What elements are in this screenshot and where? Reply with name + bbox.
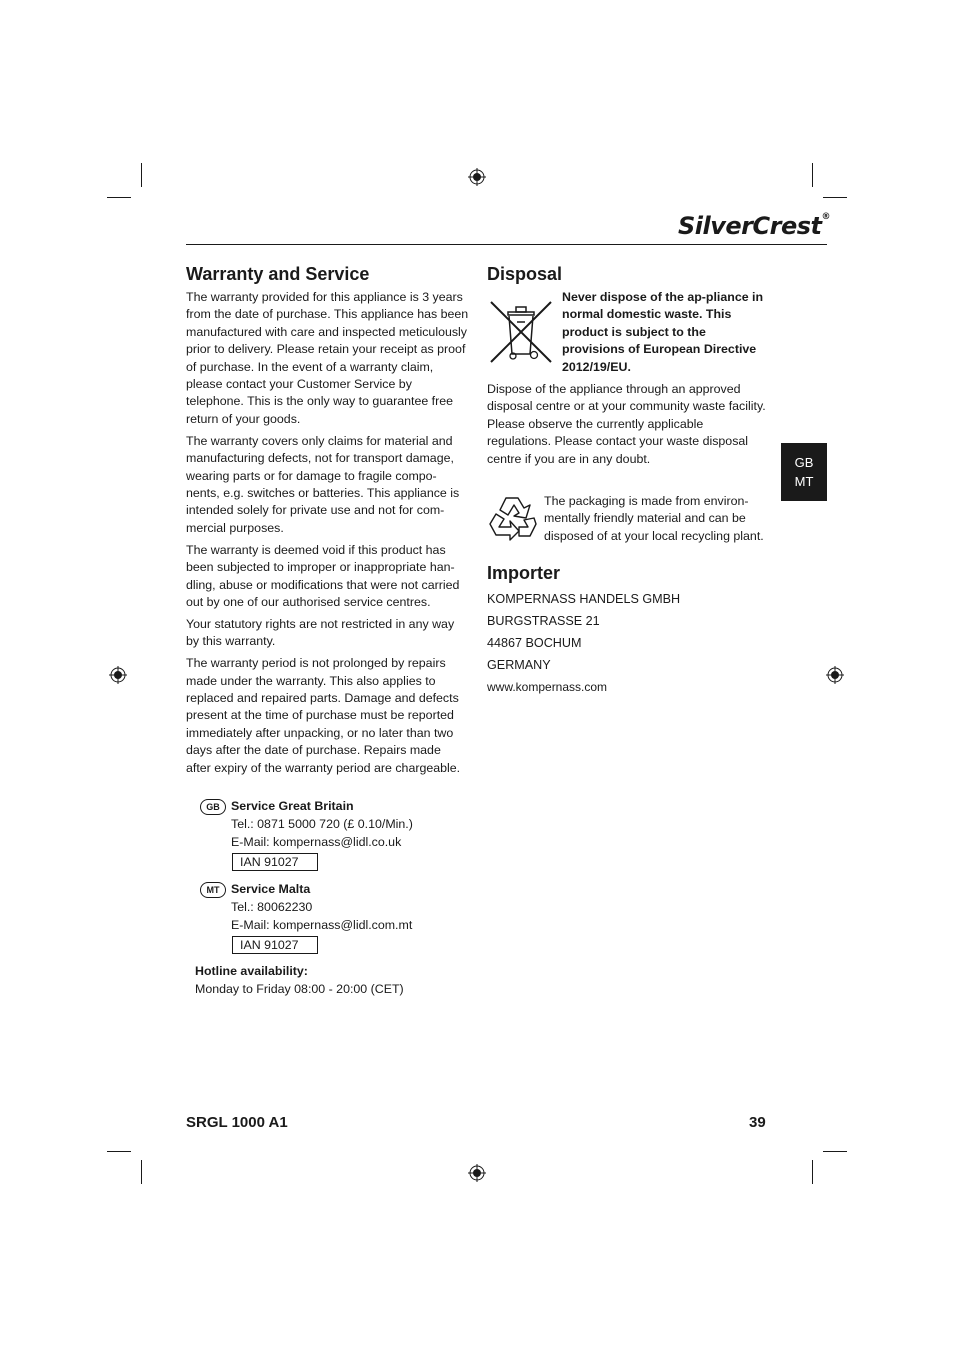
language-tab-mt: MT	[794, 474, 814, 489]
warranty-paragraph: The warranty period is not prolonged by repairs made under the warranty. This also applies to replaced and repaired parts. Damage and defects present at the time of purchase must be reported immediately after unpacking, or no later than two days after the date of purchase. Repairs made after expiry of the warranty period are chargeable.	[186, 656, 461, 775]
service-gb	[231, 797, 471, 851]
service-mt	[231, 880, 471, 934]
gb-badge: GB	[200, 799, 226, 815]
header-rule	[186, 244, 827, 245]
service-gb-tel: Tel.: 0871 5000 720 (£ 0.10/Min.)	[231, 817, 413, 831]
hotline-hours: Monday to Friday 08:00 - 20:00 (CET)	[195, 982, 404, 996]
registration-mark-icon	[468, 168, 486, 186]
crossed-out-bin-icon	[487, 298, 555, 366]
packaging-text: The packaging is made from environ-mentally friendly material and can be disposed of at your local recycling plant.	[544, 494, 764, 543]
disposal-warning: Never dispose of the ap-pliance in normal domestic waste. This product is subject to the provisions of European Directive 2012/19/EU.	[562, 290, 764, 374]
mt-badge: MT	[200, 882, 226, 898]
importer-line: KOMPERNASS HANDELS GMBH	[487, 592, 681, 606]
footer-model: SRGL 1000 A1	[186, 1114, 288, 1131]
service-gb-title: Service Great Britain	[231, 799, 354, 813]
crop-mark	[107, 1151, 131, 1152]
service-mt-tel: Tel.: 80062230	[231, 900, 313, 914]
registration-mark-icon	[109, 666, 127, 684]
recycle-icon	[486, 494, 540, 546]
disposal-heading: Disposal	[487, 264, 563, 284]
crop-mark	[141, 163, 142, 187]
warranty-paragraph: The warranty provided for this appliance is 3 years from the date of purchase. This appliance has been manufactured with care and inspected meticulously prior to delivery. Please retain your receipt as proof of purchase. In the event of a warranty claim, please contact your Customer Service by telephone. This is the only way to guarantee free return of your goods.	[186, 290, 469, 426]
registration-mark-icon	[468, 1164, 486, 1182]
language-tab-gb: GB	[794, 455, 814, 470]
crop-mark	[141, 1160, 142, 1184]
warranty-paragraph: Your statutory rights are not restricted in any way by this warranty.	[186, 616, 455, 649]
importer-line: BURGSTRASSE 21	[487, 614, 600, 628]
service-gb-email: E-Mail: kompernass@lidl.co.uk	[231, 835, 402, 849]
hotline	[195, 962, 465, 998]
ian-box: IAN 91027	[232, 936, 318, 954]
brand-logo: SilverCrest®	[678, 212, 830, 240]
warranty-heading: Warranty and Service	[186, 264, 370, 284]
warranty-body	[186, 289, 469, 781]
crop-mark	[812, 1160, 813, 1184]
importer-line: 44867 BOCHUM	[487, 636, 582, 650]
importer-heading: Importer	[487, 563, 561, 583]
service-mt-email: E-Mail: kompernass@lidl.com.mt	[231, 918, 413, 932]
importer-line: GERMANY	[487, 658, 551, 672]
service-mt-title: Service Malta	[231, 882, 311, 896]
crop-mark	[823, 197, 847, 198]
registration-mark-icon	[826, 666, 844, 684]
page-number: 39	[749, 1114, 766, 1131]
crop-mark	[812, 163, 813, 187]
crop-mark	[107, 197, 131, 198]
ian-box: IAN 91027	[232, 853, 318, 871]
importer-address	[487, 588, 767, 698]
warranty-paragraph: The warranty is deemed void if this product has been subjected to improper or inappropriate han-dling, abuse or modifications that were not carried out by one of our authorised service centres.	[186, 542, 460, 609]
warranty-paragraph: The warranty covers only claims for material and manufacturing defects, not for transport damage, wearing parts or for damage to fragile compo-nents, e.g. switches or batteries. This appliance is intended solely for private use and not for com-mercial purposes.	[186, 433, 460, 535]
crop-mark	[823, 1151, 847, 1152]
language-tab	[781, 443, 827, 501]
disposal-paragraph: Dispose of the appliance through an approved disposal centre or at your community waste facility. Please observe the currently applicable regulations. Please contact your waste disposal centre if you are in any doubt.	[487, 382, 766, 466]
hotline-label: Hotline availability:	[195, 964, 308, 978]
importer-website[interactable]: www.kompernass.com	[487, 680, 608, 694]
